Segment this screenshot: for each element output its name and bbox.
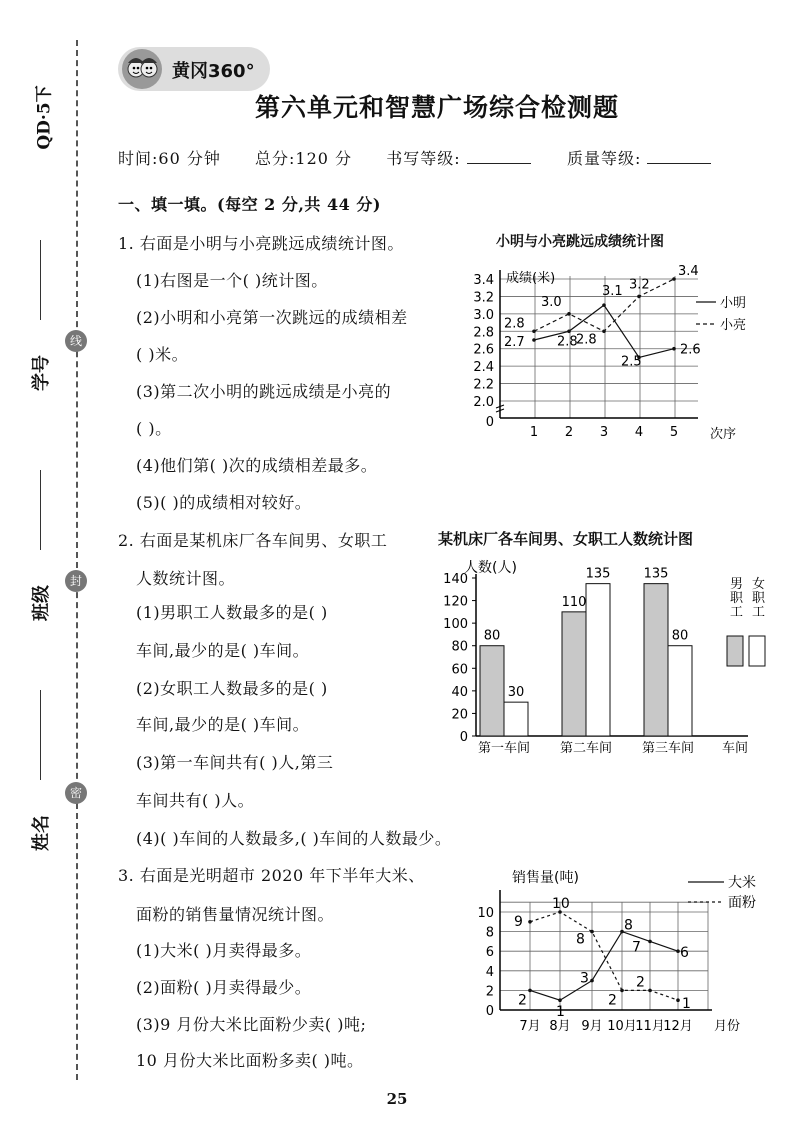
y-tick-label: 140 — [443, 572, 468, 587]
q3-stem-2: 面粉的销售量情况统计图。 — [136, 905, 335, 924]
y-tick-label: 2.8 — [473, 325, 494, 341]
data-point — [567, 329, 571, 333]
y-tick-label: 0 — [485, 1004, 494, 1019]
long-jump-line-chart — [458, 256, 778, 452]
bar-value-label: 135 — [643, 566, 669, 582]
bar-女职工 — [668, 646, 692, 736]
data-label: 2.7 — [504, 335, 525, 350]
data-point — [637, 295, 641, 299]
y-tick-label: 2.6 — [473, 342, 494, 358]
y-tick-label: 2.0 — [473, 395, 494, 410]
name-label: 姓名 — [31, 815, 52, 851]
q3-stem: 3. 右面是光明超市 2020 年下半年大米、 — [118, 866, 425, 885]
legend-label-char: 男 — [730, 577, 744, 592]
q2-item-3: (3)第一车间共有( )人,第三 — [136, 753, 334, 772]
y-tick-label: 80 — [451, 639, 468, 655]
chart1-title: 小明与小亮跳远成绩统计图 — [496, 234, 664, 250]
page-title: 第六单元和智慧广场综合检测题 — [254, 93, 619, 122]
legend-label: 大米 — [728, 875, 756, 891]
q2-item-2: (2)女职工人数最多的是( ) — [136, 679, 328, 698]
y-tick-label: 3.2 — [473, 290, 494, 306]
sales-line-chart — [462, 858, 780, 1036]
data-point — [672, 347, 676, 351]
series-line-面粉 — [530, 912, 678, 1000]
brand-name: 黄冈360° — [172, 61, 255, 82]
data-label: 3 — [580, 970, 589, 987]
bar-女职工 — [586, 584, 610, 736]
data-point — [590, 979, 594, 983]
legend-label: 小明 — [720, 296, 747, 311]
q1-item-2b: ( )米。 — [136, 345, 189, 364]
brand-logo — [118, 47, 270, 91]
class-line — [40, 470, 41, 550]
q2-stem: 2. 右面是某机床厂各车间男、女职工 — [118, 531, 388, 550]
data-label: 3.4 — [678, 264, 699, 279]
x-tick-label: 第二车间 — [559, 741, 613, 756]
data-label: 3.1 — [602, 284, 623, 300]
seal-mark-xian: 线 — [65, 330, 87, 352]
y-tick-label: 6 — [485, 945, 494, 961]
x-tick-label: 7月 — [519, 1019, 541, 1034]
q1-stem: 1. 右面是小明与小亮跳远成绩统计图。 — [118, 234, 404, 253]
seal-mark-mi: 密 — [65, 782, 87, 804]
data-label: 2.6 — [680, 342, 701, 358]
data-label: 1 — [556, 1004, 565, 1021]
data-point — [590, 930, 594, 934]
data-point — [558, 998, 562, 1002]
y-tick-label: 0 — [459, 730, 468, 745]
seal-mark-feng: 封 — [65, 570, 87, 592]
bar-女职工 — [504, 702, 528, 736]
data-point — [676, 998, 680, 1002]
student-no-line — [40, 240, 41, 320]
y-axis-label: 人数(人) — [464, 560, 517, 576]
legend-label-char: 工 — [730, 605, 744, 620]
data-label: 7 — [632, 939, 641, 956]
q2-stem-2: 人数统计图。 — [136, 569, 236, 588]
q1-item-3: (3)第二次小明的跳远成绩是小亮的 — [136, 382, 392, 401]
x-tick-label: 1 — [529, 425, 539, 440]
data-label: 2.8 — [576, 332, 597, 348]
writing-grade-label: 书写等级: — [386, 149, 461, 168]
x-tick-label: 5 — [669, 425, 679, 440]
x-tick-label: 8月 — [549, 1019, 571, 1034]
legend-label-char: 职 — [752, 591, 766, 606]
data-point — [567, 312, 571, 316]
bar-value-label: 80 — [483, 628, 501, 644]
y-tick-label: 8 — [485, 925, 494, 941]
q3-item-3b: 10 月份大米比面粉多卖( )吨。 — [136, 1051, 364, 1070]
y-tick-label: 2.4 — [473, 360, 494, 376]
data-point — [532, 338, 536, 342]
q3-item-1: (1)大米( )月卖得最多。 — [136, 941, 312, 960]
q1-item-4: (4)他们第( )次的成绩相差最多。 — [136, 456, 378, 475]
data-label: 2.8 — [504, 316, 525, 332]
legend-label-char: 工 — [752, 605, 766, 620]
data-point — [620, 989, 624, 993]
legend-label: 小亮 — [720, 318, 747, 333]
data-point — [648, 989, 652, 993]
y-tick-label: 4 — [485, 964, 494, 980]
q1-item-1: (1)右图是一个( )统计图。 — [136, 271, 328, 290]
x-tick-label: 12月 — [663, 1019, 693, 1034]
x-tick-label: 4 — [634, 425, 644, 440]
bar-value-label: 80 — [671, 628, 689, 644]
data-point — [602, 303, 606, 307]
x-tick-label: 2 — [564, 425, 574, 440]
q1-item-3b: ( )。 — [136, 419, 172, 438]
q3-item-3: (3)9 月份大米比面粉少卖( )吨; — [136, 1015, 367, 1034]
quality-grade-blank[interactable] — [647, 163, 711, 164]
bar-value-label: 110 — [561, 594, 587, 610]
total-score-info: 总分:120 分 — [255, 149, 353, 168]
y-axis-label: 成绩(米) — [506, 271, 556, 286]
x-axis-label: 车间 — [722, 741, 749, 756]
data-point — [648, 940, 652, 944]
data-point — [532, 329, 536, 333]
legend-swatch — [749, 636, 765, 666]
cartoon-faces-icon — [122, 49, 162, 89]
bar-男职工 — [644, 584, 668, 736]
workers-bar-chart — [430, 556, 780, 758]
y-tick-label: 0 — [485, 415, 494, 430]
series-line-大米 — [530, 932, 678, 1001]
x-tick-label: 9月 — [581, 1019, 603, 1034]
data-label: 10 — [552, 896, 570, 912]
y-tick-label: 20 — [451, 707, 468, 723]
bar-value-label: 135 — [585, 566, 611, 582]
q2-item-1: (1)男职工人数最多的是( ) — [136, 603, 328, 622]
y-tick-label: 3.4 — [473, 273, 494, 288]
data-label: 2 — [608, 992, 617, 1009]
x-tick-label: 第三车间 — [641, 741, 695, 756]
data-label: 8 — [624, 917, 633, 934]
data-point — [602, 329, 606, 333]
data-point — [528, 920, 532, 924]
exam-info-row — [118, 146, 711, 169]
y-tick-label: 2 — [485, 984, 494, 1000]
name-line — [40, 690, 41, 780]
data-label: 2 — [636, 974, 645, 991]
time-info: 时间:60 分钟 — [118, 149, 221, 168]
page-number: 25 — [386, 1090, 408, 1108]
data-label: 2.5 — [621, 354, 642, 370]
q3-item-2: (2)面粉( )月卖得最少。 — [136, 978, 312, 997]
q2-item-2b: 车间,最少的是( )车间。 — [136, 715, 310, 734]
q1-item-5: (5)( )的成绩相对较好。 — [136, 493, 312, 512]
writing-grade-blank[interactable] — [467, 163, 531, 164]
q2-item-3b: 车间共有( )人。 — [136, 791, 255, 810]
q2-item-4: (4)( )车间的人数最多,( )车间的人数最少。 — [136, 829, 452, 848]
data-label: 2.8 — [557, 334, 578, 350]
y-tick-label: 100 — [443, 617, 468, 633]
q1-item-2: (2)小明和小亮第一次跳远的成绩相差 — [136, 308, 408, 327]
bar-男职工 — [562, 612, 586, 736]
legend-swatch — [727, 636, 743, 666]
x-tick-label: 第一车间 — [477, 741, 531, 756]
x-tick-label: 3 — [599, 425, 609, 440]
data-label: 3.0 — [541, 294, 562, 310]
data-label: 3.2 — [629, 277, 650, 293]
section-heading: 一、填一填。(每空 2 分,共 44 分) — [118, 195, 381, 214]
x-axis-label: 月份 — [714, 1019, 741, 1034]
x-axis-label: 次序 — [710, 427, 737, 442]
bar-value-label: 30 — [507, 685, 525, 701]
quality-grade-label: 质量等级: — [566, 149, 642, 168]
x-tick-label: 10月 — [607, 1019, 637, 1034]
data-point — [672, 277, 676, 281]
binding-dashed-line — [76, 40, 78, 1080]
q2-item-1b: 车间,最少的是( )车间。 — [136, 641, 310, 660]
data-label: 9 — [514, 913, 523, 930]
y-tick-label: 120 — [443, 594, 468, 610]
y-tick-label: 3.0 — [473, 307, 494, 323]
data-label: 1 — [682, 996, 691, 1013]
y-tick-label: 2.2 — [473, 377, 494, 393]
x-tick-label: 11月 — [635, 1019, 665, 1034]
legend-label-char: 职 — [730, 591, 744, 606]
bar-男职工 — [480, 646, 504, 736]
legend-label-char: 女 — [752, 577, 766, 592]
data-label: 2 — [518, 992, 527, 1009]
student-no-label: 学号 — [31, 355, 52, 391]
y-tick-label: 40 — [451, 684, 468, 700]
y-axis-label: 销售量(吨) — [512, 870, 579, 886]
chart2-title: 某机床厂各车间男、女职工人数统计图 — [438, 530, 694, 548]
class-label: 班级 — [31, 585, 52, 621]
data-label: 6 — [680, 945, 689, 962]
y-tick-label: 10 — [477, 906, 494, 921]
data-point — [528, 989, 532, 993]
book-code: QD·5下 — [34, 85, 55, 150]
y-tick-label: 60 — [451, 662, 468, 678]
legend-label: 面粉 — [728, 895, 756, 911]
data-label: 8 — [576, 931, 585, 948]
